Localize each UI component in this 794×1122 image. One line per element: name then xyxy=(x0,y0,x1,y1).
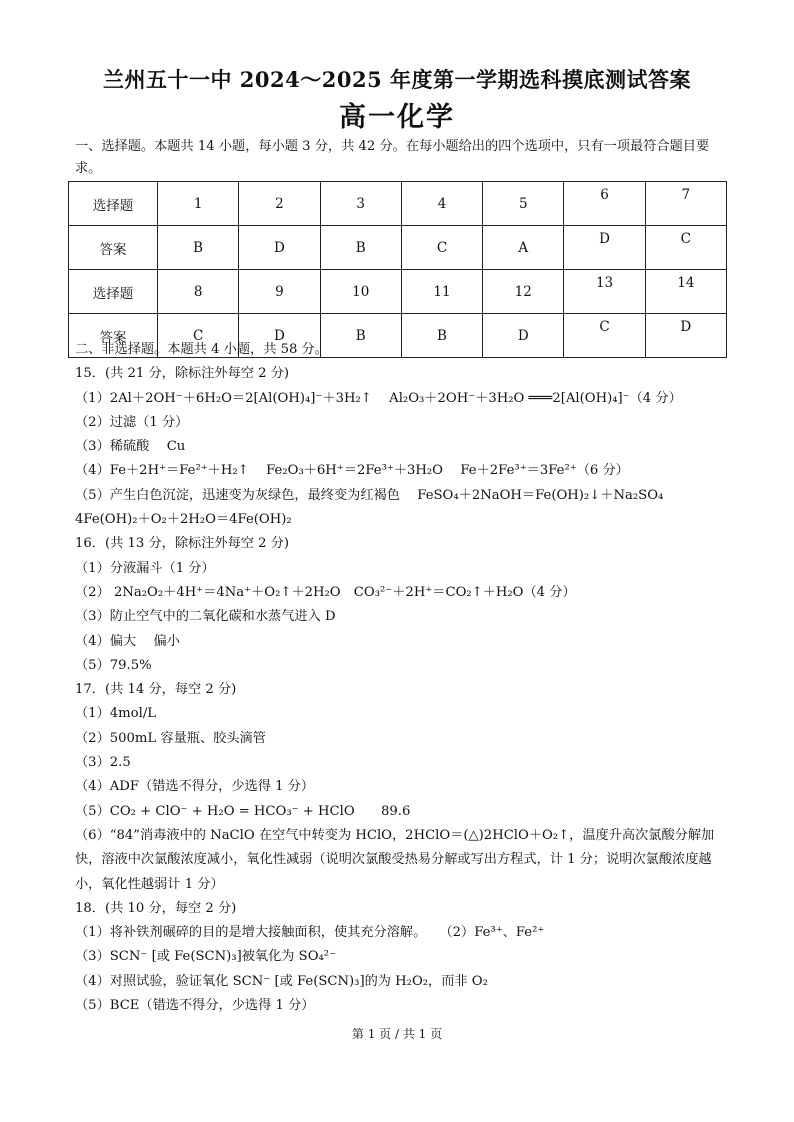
q18-heading: 18．(共 10 分，每空 2 分) xyxy=(75,900,237,916)
question-number: 3 xyxy=(320,182,401,226)
q15-line: （1）2Al＋2OH⁻＋6H₂O＝2[Al(OH)₄]⁻＋3H₂↑ Al₂O₃＋2OH⁻＋3H₂O ═══2[Al(OH)₄]⁻（4 分） xyxy=(75,390,682,406)
page-footer: 第 1 页 / 共 1 页 xyxy=(351,1027,443,1041)
question-number: 1 xyxy=(158,182,239,226)
answer-cell: C xyxy=(401,226,482,270)
question-number: 13 xyxy=(564,270,645,314)
q15-line: （5）产生白色沉淀，迅速变为灰绿色，最终变为红褐色 FeSO₄＋2NaOH＝Fe(OH)₂↓＋Na₂SO₄ xyxy=(75,487,664,503)
table-row xyxy=(69,270,727,314)
q16-line: （2） 2Na₂O₂＋4H⁺＝4Na⁺＋O₂↑＋2H₂O CO₃²⁻＋2H⁺＝CO₂↑＋H₂O（4 分） xyxy=(75,584,576,600)
answer-cell: C xyxy=(564,314,645,358)
q15-line: （2）过滤（1 分） xyxy=(75,414,189,430)
question-number: 10 xyxy=(320,270,401,314)
q17-line: （4）ADF（错选不得分，少选得 1 分） xyxy=(75,779,315,795)
q17-heading: 17．(共 14 分，每空 2 分) xyxy=(75,682,237,698)
q17-line: （1）4mol/L xyxy=(75,706,157,722)
section2-heading: 二、非选择题。本题共 4 小题，共 58 分。 xyxy=(75,342,328,357)
answer-cell: D xyxy=(564,226,645,270)
section2 xyxy=(75,338,735,1018)
answer-cell: A xyxy=(483,226,564,270)
answer-cell: B xyxy=(320,314,401,358)
row-label: 选择题 xyxy=(69,270,158,314)
row-label: 选择题 xyxy=(69,182,158,226)
question-number: 4 xyxy=(401,182,482,226)
question-number: 8 xyxy=(158,270,239,314)
q18-line: （5）BCE（错选不得分，少选得 1 分） xyxy=(75,998,315,1014)
question-number: 11 xyxy=(401,270,482,314)
q16-line: （4）偏大 偏小 xyxy=(75,633,180,649)
answer-cell: D xyxy=(239,226,320,270)
q18-line: （4）对照试验，验证氧化 SCN⁻ [或 Fe(SCN)₃]的为 H₂O₂，而非 O₂ xyxy=(75,973,488,989)
q16-line: （3）防止空气中的二氧化碳和水蒸气进入 D xyxy=(75,609,336,625)
q16-line: （5）79.5% xyxy=(75,657,152,673)
answer-cell: C xyxy=(645,226,726,270)
question-number: 9 xyxy=(239,270,320,314)
table-row xyxy=(69,182,727,226)
question-number: 12 xyxy=(483,270,564,314)
question-number: 5 xyxy=(483,182,564,226)
answer-cell: D xyxy=(645,314,726,358)
row-label: 答案 xyxy=(69,226,158,270)
answer-cell: B xyxy=(320,226,401,270)
q17-line: （2）500mL 容量瓶、胶头滴管 xyxy=(75,730,266,746)
question-number: 6 xyxy=(564,182,645,226)
question-number: 7 xyxy=(645,182,726,226)
q18-line: （3）SCN⁻ [或 Fe(SCN)₃]被氧化为 SO₄²⁻ xyxy=(75,949,337,965)
row-label: 答案 xyxy=(69,314,158,358)
q17-line: （5）CO₂ + ClO⁻ + H₂O = HCO₃⁻ + HClO 89.6 xyxy=(75,803,411,819)
q16-line: （1）分液漏斗（1 分） xyxy=(75,560,215,576)
q18-line: （1）将补铁剂碾碎的目的是增大接触面积，使其充分溶解。 （2）Fe³⁺、Fe²⁺ xyxy=(75,925,545,941)
question-number: 2 xyxy=(239,182,320,226)
q15-line: （3）稀硫酸 Cu xyxy=(75,439,186,455)
section1-intro: 一、选择题。本题共 14 小题，每小题 3 分，共 42 分。在每小题给出的四个选项中，只有一项最符合题目要求。 xyxy=(75,139,710,176)
answer-cell: B xyxy=(158,226,239,270)
q17-line: （3）2.5 xyxy=(75,755,131,771)
answer-cell: C xyxy=(158,314,239,358)
answer-cell: D xyxy=(483,314,564,358)
q16-heading: 16．(共 13 分，除标注外每空 2 分) xyxy=(75,536,290,552)
answer-cell: B xyxy=(401,314,482,358)
q17-line: （6）“84”消毒液中的 NaClO 在空气中转变为 HClO，2HClO＝(△)2HClO＋O₂↑，温度升高次氯酸分解加快，溶液中次氯酸浓度减小，氧化性减弱（说明次氯酸受热易分解或写出方程式，计 1 分；说明次氯酸浓度越小，氧化性越弱计 1 分） xyxy=(75,827,715,892)
q15-line: （4）Fe＋2H⁺＝Fe²⁺＋H₂↑ Fe₂O₃＋6H⁺＝2Fe³⁺＋3H₂O Fe＋2Fe³⁺＝3Fe²⁺（6 分） xyxy=(75,463,629,479)
question-number: 14 xyxy=(645,270,726,314)
answer-cell: D xyxy=(239,314,320,358)
table-row xyxy=(69,226,727,270)
document-title: 兰州五十一中 2024～2025 年度第一学期选科摸底测试答案 xyxy=(102,67,691,92)
q15-heading: 15．(共 21 分，除标注外每空 2 分) xyxy=(75,366,290,382)
answer-table xyxy=(68,181,727,358)
q15-line: 4Fe(OH)₂＋O₂＋2H₂O＝4Fe(OH)₂ xyxy=(75,512,292,528)
document-subtitle: 高一化学 xyxy=(339,102,455,133)
